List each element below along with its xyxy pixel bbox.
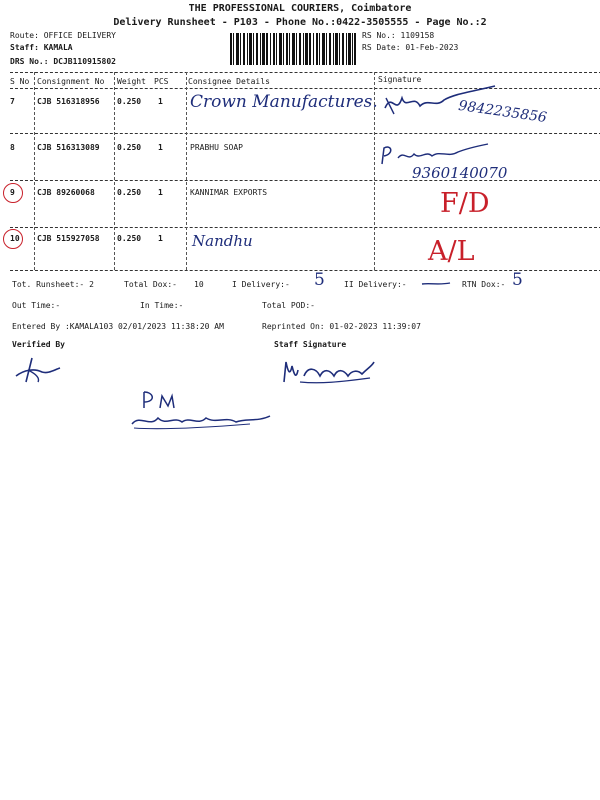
row-divider <box>10 227 600 228</box>
handwritten-consignee: Crown Manufactures. <box>190 92 378 112</box>
handwritten-consignee: Nandhu <box>192 232 253 250</box>
row-consignment-no: CJB 516313089 <box>37 143 100 152</box>
row-sno: 8 <box>10 143 15 152</box>
handwritten-initials-signature <box>130 388 280 438</box>
column-header-consignee: Consignee Details <box>188 77 270 86</box>
verified-by-label: Verified By <box>12 340 65 349</box>
row-consignment-no: CJB 515927058 <box>37 234 100 243</box>
row-consignee: KANNIMAR EXPORTS <box>190 188 268 197</box>
row-pcs: 1 <box>158 188 163 197</box>
handwritten-phone: 9360140070 <box>412 164 508 182</box>
row-pcs: 1 <box>158 97 163 106</box>
row-pcs: 1 <box>158 234 163 243</box>
handwritten-status: A/L <box>428 236 475 267</box>
row-pcs: 1 <box>158 143 163 152</box>
dash-mark <box>420 280 452 288</box>
column-header-signature: Signature <box>378 75 422 84</box>
i-delivery-label: I Delivery:- <box>232 280 290 289</box>
barcode <box>230 33 356 65</box>
out-time: Out Time:- <box>12 301 61 310</box>
verifier-signature <box>14 356 64 386</box>
in-time: In Time:- <box>140 301 184 310</box>
rtn-dox-value: 5 <box>512 270 523 290</box>
rs-date: RS Date: 01-Feb-2023 <box>362 43 459 52</box>
company-name: THE PROFESSIONAL COURIERS, Coimbatore <box>188 3 412 14</box>
column-header-weight: Weight <box>117 77 146 86</box>
row-sno: 7 <box>10 97 15 106</box>
total-dox-label: Total Dox:- <box>124 280 177 289</box>
column-header-pcs: PCS <box>154 77 169 86</box>
row-weight: 0.250 <box>117 143 142 152</box>
route-label: Route: OFFICE DELIVERY <box>10 31 116 40</box>
row-consignment-no: CJB 516318956 <box>37 97 100 106</box>
ii-delivery-label: II Delivery:- <box>344 280 407 289</box>
row-consignment-no: CJB 89260068 <box>37 188 95 197</box>
total-pod: Total POD:- <box>262 301 315 310</box>
reprinted-on: Reprinted On: 01-02-2023 11:39:07 <box>262 322 421 331</box>
column-header-sno: S No <box>10 77 30 86</box>
column-divider <box>114 72 115 270</box>
column-divider <box>34 72 35 270</box>
staff-label: Staff: KAMALA <box>10 43 73 52</box>
staff-signature-label: Staff Signature <box>274 340 347 349</box>
runsheet-title: Delivery Runsheet - P103 - Phone No.:0422-3505555 - Page No.:2 <box>113 17 487 28</box>
rs-number: RS No.: 1109158 <box>362 31 435 40</box>
row-sno: 9 <box>10 188 15 197</box>
column-header-consignment: Consignment No <box>37 77 105 86</box>
drs-number: DRS No.: DCJB110915802 <box>10 57 116 66</box>
entered-by: Entered By :KAMALA103 02/01/2023 11:38:20 AM <box>12 322 224 331</box>
staff-signature <box>280 356 380 388</box>
table-top-rule <box>10 72 600 73</box>
column-divider <box>186 72 187 270</box>
total-dox-value: 10 <box>194 280 204 289</box>
rtn-dox-label: RTN Dox:- <box>462 280 506 289</box>
row-divider <box>10 180 600 181</box>
i-delivery-value: 5 <box>314 270 325 290</box>
handwritten-status: F/D <box>440 188 490 219</box>
row-divider <box>10 133 600 134</box>
total-runsheet: Tot. Runsheet:- 2 <box>12 280 94 289</box>
row-consignee: PRABHU SOAP <box>190 143 243 152</box>
row-weight: 0.250 <box>117 97 142 106</box>
row-weight: 0.250 <box>117 234 142 243</box>
handwritten-phone: 9842235856 <box>457 97 548 127</box>
row-sno: 10 <box>10 234 20 243</box>
row-weight: 0.250 <box>117 188 142 197</box>
